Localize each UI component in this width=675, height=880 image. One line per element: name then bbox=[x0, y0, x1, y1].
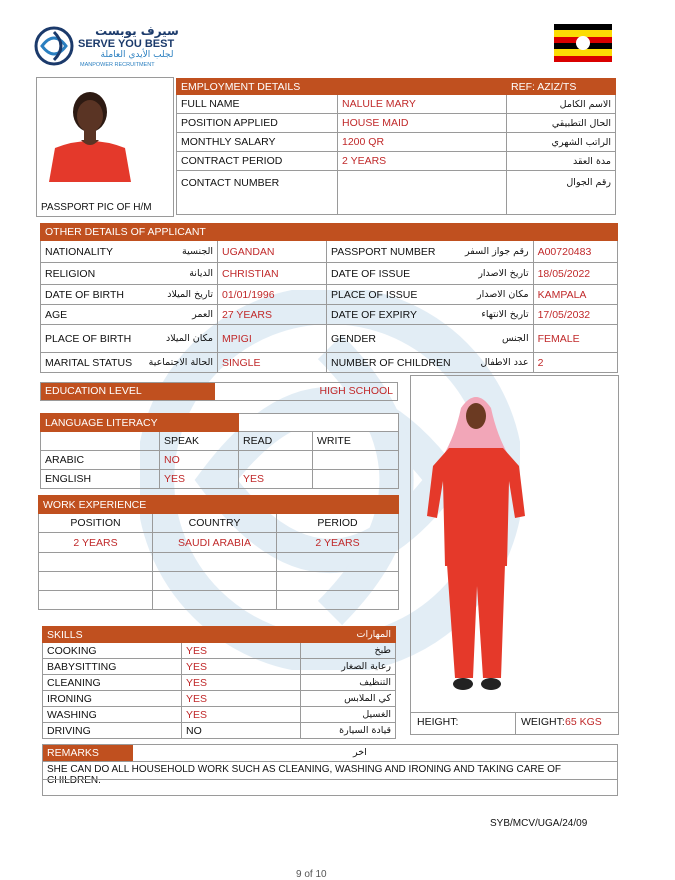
passport-photo-box bbox=[36, 77, 174, 217]
driving-value: NO bbox=[182, 723, 301, 739]
col-read: READ bbox=[239, 432, 313, 451]
field-label-ar: الجنسية bbox=[139, 241, 218, 263]
skills-table bbox=[42, 626, 396, 739]
field-label-ar: العمر bbox=[139, 305, 218, 325]
field-label: NUMBER OF CHILDREN bbox=[327, 353, 455, 373]
ironing-value: YES bbox=[182, 691, 301, 707]
arabic-write-value bbox=[313, 451, 399, 470]
field-label: NATIONALITY bbox=[41, 241, 140, 263]
date-of-issue-value: 18/05/2022 bbox=[533, 263, 617, 285]
work-period-value: 2 YEARS bbox=[277, 533, 399, 553]
passport-photo bbox=[41, 82, 139, 182]
place-of-issue-value: KAMPALA bbox=[533, 285, 617, 305]
skill-name-ar: طبخ bbox=[301, 643, 396, 659]
field-label-ar: الحال التطبيقي bbox=[507, 114, 616, 133]
field-label-ar: مكان الاصدار bbox=[455, 285, 534, 305]
full-name-value: NALULE MARY bbox=[338, 95, 507, 114]
field-label-ar: تاريخ الميلاد bbox=[139, 285, 218, 305]
field-label: FULL NAME bbox=[177, 95, 338, 114]
skill-name-ar: رعاية الصغار bbox=[301, 659, 396, 675]
employment-details-table bbox=[176, 78, 616, 215]
work-experience-header: WORK EXPERIENCE bbox=[39, 496, 399, 514]
marital-status-value: SINGLE bbox=[218, 353, 327, 373]
weight-value: 65 KGS bbox=[565, 716, 602, 728]
field-label: DATE OF BIRTH bbox=[41, 285, 140, 305]
nationality-value: UGANDAN bbox=[218, 241, 327, 263]
field-label: PASSPORT NUMBER bbox=[327, 241, 455, 263]
place-of-birth-value: MPIGI bbox=[218, 325, 327, 353]
skill-name-ar: كي الملابس bbox=[301, 691, 396, 707]
arabic-read-value bbox=[239, 451, 313, 470]
position-applied-value: HOUSE MAID bbox=[338, 114, 507, 133]
arabic-speak-value: NO bbox=[160, 451, 239, 470]
skills-header: SKILLS bbox=[43, 627, 301, 643]
work-experience-table bbox=[38, 495, 399, 610]
skill-name-ar: قيادة السيارة bbox=[301, 723, 396, 739]
company-logo bbox=[34, 24, 194, 72]
number-of-children-value: 2 bbox=[533, 353, 617, 373]
gender-value: FEMALE bbox=[533, 325, 617, 353]
contract-period-value: 2 YEARS bbox=[338, 152, 507, 171]
date-of-expiry-value: 17/05/2032 bbox=[533, 305, 617, 325]
english-speak-value: YES bbox=[160, 470, 239, 489]
col-speak: SPEAK bbox=[160, 432, 239, 451]
field-label: RELIGION bbox=[41, 263, 140, 285]
field-label: POSITION APPLIED bbox=[177, 114, 338, 133]
age-value: 27 YEARS bbox=[218, 305, 327, 325]
babysitting-value: YES bbox=[182, 659, 301, 675]
page-number: 9 of 10 bbox=[296, 869, 327, 880]
cleaning-value: YES bbox=[182, 675, 301, 691]
passport-number-value: A00720483 bbox=[533, 241, 617, 263]
field-label-ar: الديانة bbox=[139, 263, 218, 285]
monthly-salary-value: 1200 QR bbox=[338, 133, 507, 152]
field-label: MONTHLY SALARY bbox=[177, 133, 338, 152]
field-label: CONTRACT PERIOD bbox=[177, 152, 338, 171]
religion-value: CHRISTIAN bbox=[218, 263, 327, 285]
skill-name: IRONING bbox=[43, 691, 182, 707]
logo-name: SERVE YOU BEST bbox=[78, 38, 175, 50]
field-label-ar: مكان الميلاد bbox=[139, 325, 218, 353]
weight-label: WEIGHT: bbox=[521, 716, 565, 728]
col-period: PERIOD bbox=[277, 514, 399, 533]
remarks-text: SHE CAN DO ALL HOUSEHOLD WORK SUCH AS CLEANING, WASHING AND IRONING AND TAKING CARE OF CHILDREN. bbox=[47, 764, 561, 786]
logo-arabic-name: سيرف يوبست bbox=[95, 24, 179, 38]
logo-emblem-icon bbox=[34, 26, 74, 66]
field-label-ar: الحالة الاجتماعية bbox=[139, 353, 218, 373]
field-label-ar: الجنس bbox=[455, 325, 534, 353]
field-label-ar: الراتب الشهري bbox=[507, 133, 616, 152]
col-position: POSITION bbox=[39, 514, 153, 533]
field-label-ar: تاريخ الاصدار bbox=[455, 263, 534, 285]
field-label: PLACE OF ISSUE bbox=[327, 285, 455, 305]
field-label: CONTACT NUMBER bbox=[177, 171, 338, 215]
cooking-value: YES bbox=[182, 643, 301, 659]
field-label-ar: رقم الجوال bbox=[507, 171, 616, 215]
education-level-row bbox=[40, 382, 398, 401]
col-country: COUNTRY bbox=[153, 514, 277, 533]
field-label-ar: عدد الاطفال bbox=[455, 353, 534, 373]
skill-name: BABYSITTING bbox=[43, 659, 182, 675]
field-label-ar: تاريخ الانتهاء bbox=[455, 305, 534, 325]
skills-header-ar: المهارات bbox=[301, 627, 396, 643]
reference-number: REF: AZIZ/TS bbox=[507, 79, 616, 95]
language-literacy-table bbox=[40, 413, 399, 489]
full-body-photo-box bbox=[410, 375, 619, 735]
passport-pic-label: PASSPORT PIC OF H/M bbox=[41, 202, 152, 213]
remarks-label: REMARKS bbox=[43, 745, 133, 761]
field-label-ar: الاسم الكامل bbox=[507, 95, 616, 114]
skill-name-ar: التنظيف bbox=[301, 675, 396, 691]
education-level-value: HIGH SCHOOL bbox=[319, 385, 393, 397]
skill-name: DRIVING bbox=[43, 723, 182, 739]
washing-value: YES bbox=[182, 707, 301, 723]
field-label: DATE OF ISSUE bbox=[327, 263, 455, 285]
skill-name: WASHING bbox=[43, 707, 182, 723]
contact-number-value bbox=[338, 171, 507, 215]
skill-name: CLEANING bbox=[43, 675, 182, 691]
logo-arabic-sub: لجلب الأيدي العاملة bbox=[100, 50, 174, 60]
uganda-flag-icon bbox=[554, 24, 612, 62]
field-label: AGE bbox=[41, 305, 140, 325]
logo-sub: MANPOWER RECRUITMENT bbox=[80, 62, 155, 68]
field-label-ar: رقم جواز السفر bbox=[455, 241, 534, 263]
employment-header: EMPLOYMENT DETAILS bbox=[177, 79, 507, 95]
field-label: PLACE OF BIRTH bbox=[41, 325, 140, 353]
work-country-value: SAUDI ARABIA bbox=[153, 533, 277, 553]
skill-name: COOKING bbox=[43, 643, 182, 659]
field-label: DATE OF EXPIRY bbox=[327, 305, 455, 325]
remarks-section bbox=[42, 744, 618, 796]
height-label: HEIGHT: bbox=[417, 716, 459, 728]
date-of-birth-value: 01/01/1996 bbox=[218, 285, 327, 305]
other-details-header: OTHER DETAILS OF APPLICANT bbox=[41, 224, 618, 241]
language-header: LANGUAGE LITERACY bbox=[41, 414, 239, 432]
full-body-photo bbox=[421, 386, 531, 696]
english-write-value bbox=[313, 470, 399, 489]
language-name: ENGLISH bbox=[41, 470, 160, 489]
col-write: WRITE bbox=[313, 432, 399, 451]
education-level-label: EDUCATION LEVEL bbox=[41, 383, 215, 400]
skill-name-ar: الغسيل bbox=[301, 707, 396, 723]
work-position-value: 2 YEARS bbox=[39, 533, 153, 553]
footer-code: SYB/MCV/UGA/24/09 bbox=[490, 818, 588, 829]
language-name: ARABIC bbox=[41, 451, 160, 470]
english-read-value: YES bbox=[239, 470, 313, 489]
other-details-table bbox=[40, 223, 618, 373]
field-label-ar: مدة العقد bbox=[507, 152, 616, 171]
field-label: MARITAL STATUS bbox=[41, 353, 140, 373]
field-label: GENDER bbox=[327, 325, 455, 353]
remarks-label-ar: اخر bbox=[353, 747, 367, 758]
